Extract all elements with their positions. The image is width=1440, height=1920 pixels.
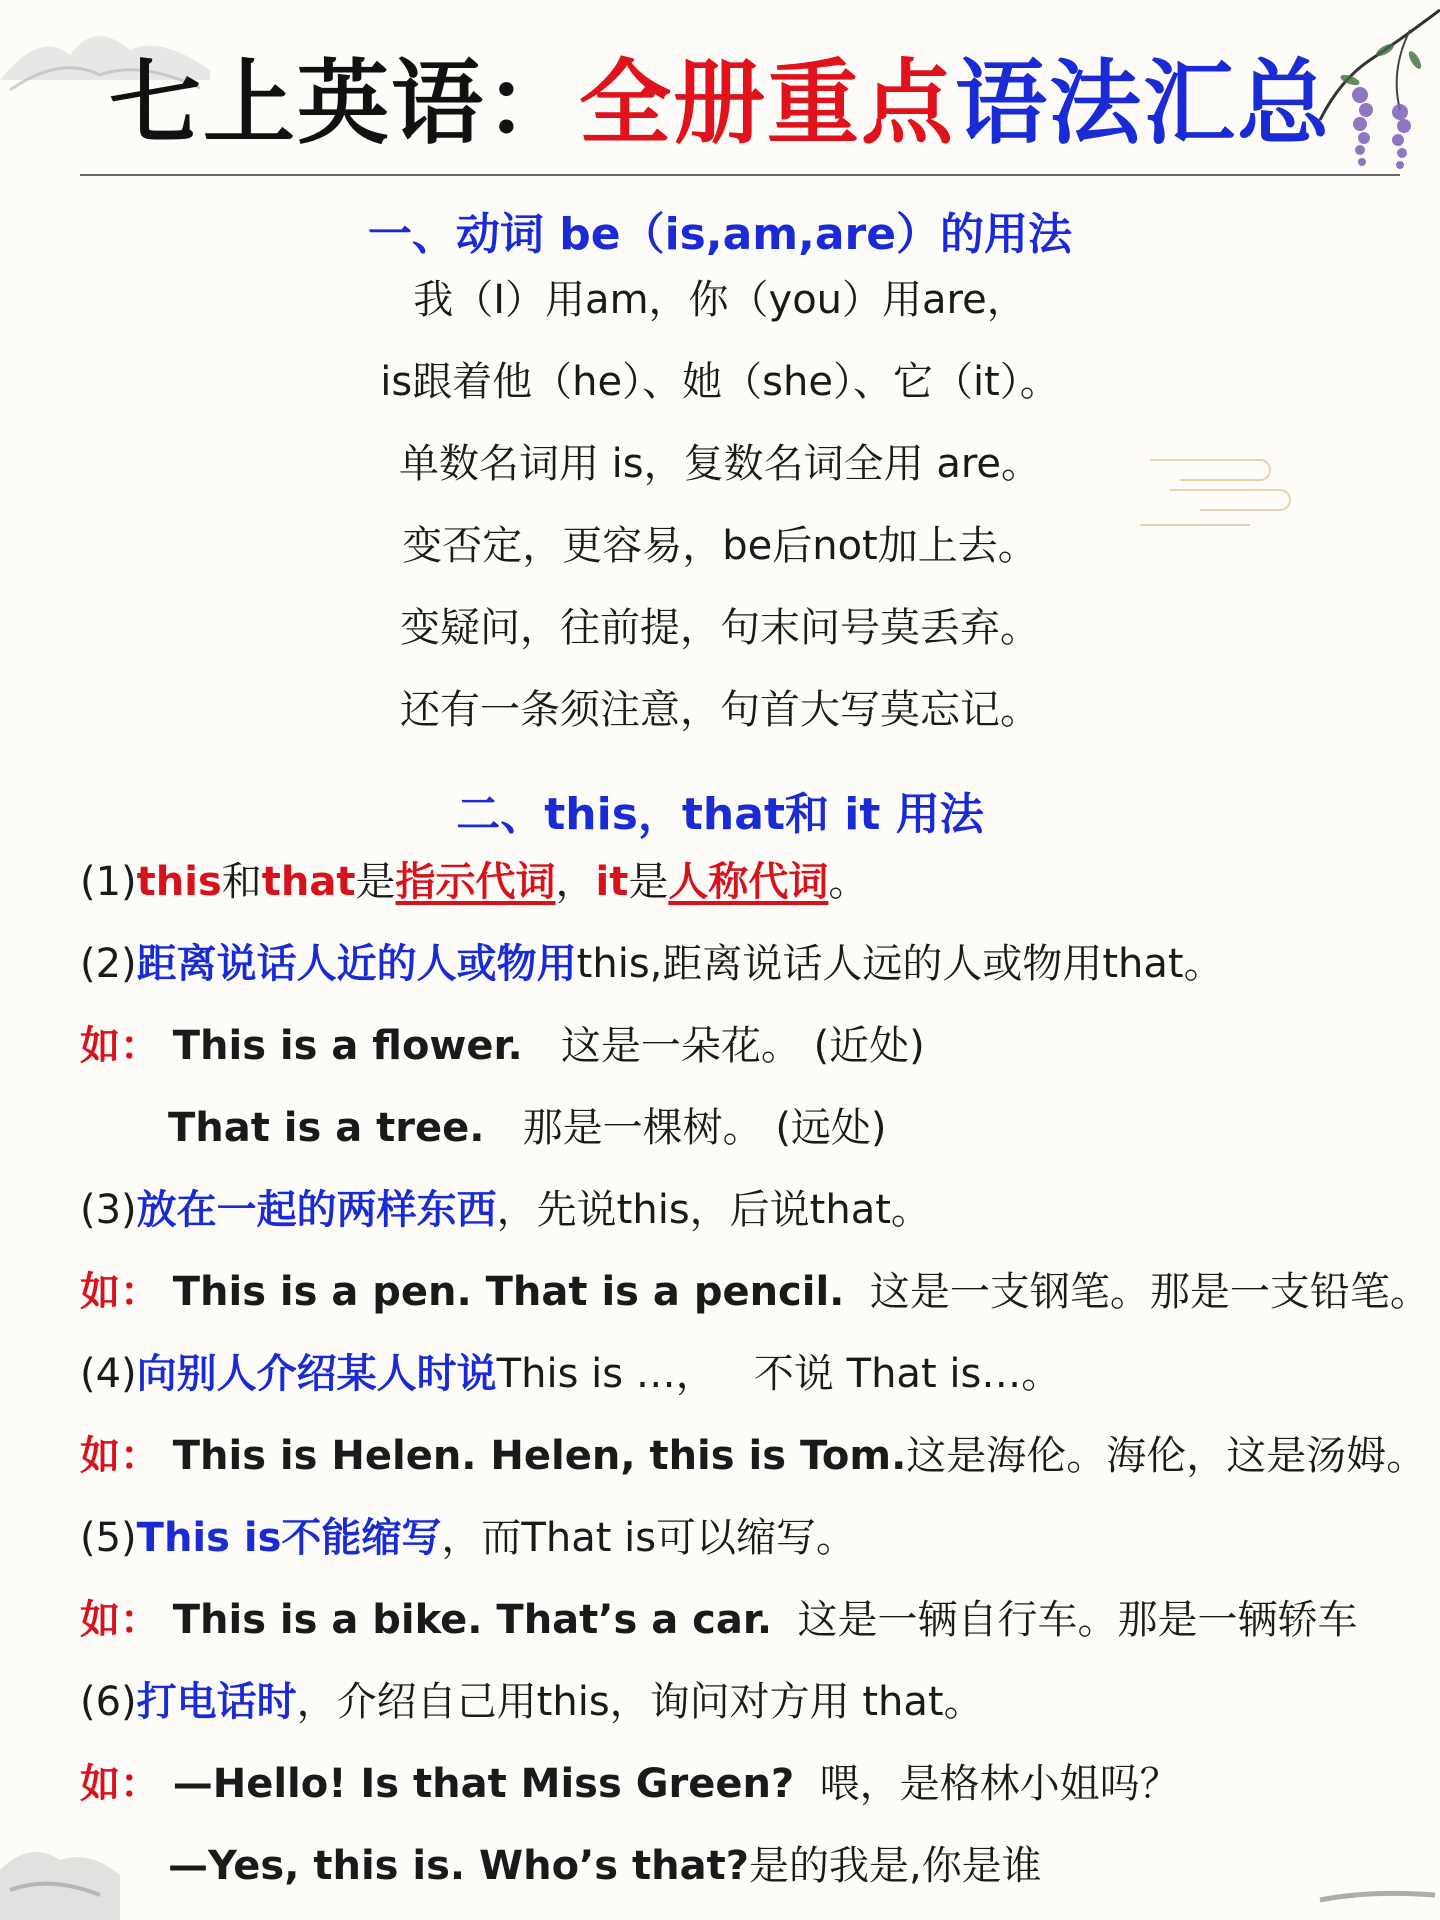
page-title bbox=[0, 44, 1440, 164]
example-label: 如： bbox=[80, 1761, 160, 1807]
example-english: —Yes, this is. Who’s that? bbox=[168, 1843, 749, 1889]
punctuation: ， bbox=[555, 859, 596, 905]
keyword-this: this bbox=[136, 859, 222, 905]
example-english: This is Helen. Helen, this is Tom. bbox=[172, 1433, 907, 1479]
section2-heading: 二、this，that和 it 用法 bbox=[456, 789, 984, 840]
example-chinese: 这是一辆自行车。那是一辆轿车 bbox=[772, 1597, 1358, 1643]
example-label: 如： bbox=[80, 1433, 160, 1479]
rule-text: ，介绍自己用this，询问对方用 that。 bbox=[296, 1679, 984, 1725]
rule-highlight: This is不能缩写 bbox=[136, 1515, 442, 1561]
rule-item-1 bbox=[80, 850, 868, 907]
example-line bbox=[80, 1424, 1426, 1481]
item-number: (6) bbox=[80, 1679, 137, 1725]
item-number: (2) bbox=[80, 941, 137, 987]
keyword-that: that bbox=[261, 859, 356, 905]
connector-text: 和 bbox=[221, 859, 262, 905]
rhyme-line: 我（I）用am，你（you）用are， bbox=[413, 277, 1027, 323]
section1-heading: 一、动词 be（is,am,are）的用法 bbox=[367, 209, 1073, 260]
rule-text: ，而That is可以缩写。 bbox=[441, 1515, 857, 1561]
example-line bbox=[168, 1096, 887, 1153]
rule-item-3 bbox=[80, 1178, 931, 1235]
rule-item-2 bbox=[80, 932, 1224, 989]
example-chinese: 这是一支钢笔。那是一支铅笔。 bbox=[844, 1269, 1430, 1315]
title-part-subject: 七上英语： bbox=[108, 50, 579, 157]
example-label: 如： bbox=[80, 1269, 160, 1315]
example-english: This is a bike. That’s a car. bbox=[172, 1597, 773, 1643]
rule-highlight: 打电话时 bbox=[136, 1679, 297, 1725]
example-chinese: 那是一棵树。 (远处) bbox=[484, 1105, 887, 1151]
keyword-it: it bbox=[595, 859, 629, 905]
rhyme-line: 还有一条须注意，句首大写莫忘记。 bbox=[400, 687, 1040, 733]
example-line bbox=[80, 1588, 1358, 1645]
example-english: —Hello! Is that Miss Green? bbox=[172, 1761, 795, 1807]
title-part-highlight: 全册重点 bbox=[578, 50, 955, 157]
example-line bbox=[80, 1014, 925, 1071]
rhyme-line: 变否定，更容易，be后not加上去。 bbox=[402, 523, 1038, 569]
rule-item-4 bbox=[80, 1342, 1061, 1399]
example-chinese: 喂，是格林小姐吗？ bbox=[794, 1761, 1180, 1807]
connector-text: 是 bbox=[628, 859, 669, 905]
term-demonstrative-pronoun: 指示代词 bbox=[395, 859, 556, 905]
rule-highlight: 向别人介绍某人时说 bbox=[136, 1351, 497, 1397]
example-english: This is a pen. That is a pencil. bbox=[172, 1269, 845, 1315]
term-personal-pronoun: 人称代词 bbox=[668, 859, 829, 905]
example-line bbox=[80, 1260, 1430, 1317]
title-divider bbox=[80, 174, 1400, 176]
example-chinese: 这是海伦。海伦，这是汤姆。 bbox=[906, 1433, 1427, 1479]
example-chinese: 这是一朵花。 (近处) bbox=[522, 1023, 925, 1069]
ink-stroke-decoration bbox=[1310, 1860, 1440, 1920]
rule-text: ，先说this，后说that。 bbox=[496, 1187, 931, 1233]
example-english: That is a tree. bbox=[168, 1105, 485, 1151]
example-line bbox=[80, 1752, 1180, 1809]
example-label: 如： bbox=[80, 1597, 160, 1643]
rule-item-6 bbox=[80, 1670, 984, 1727]
item-number: (5) bbox=[80, 1515, 137, 1561]
example-english: This is a flower. bbox=[172, 1023, 523, 1069]
example-chinese: 是的我是,你是谁 bbox=[748, 1843, 1042, 1889]
punctuation: 。 bbox=[828, 859, 869, 905]
example-label: 如： bbox=[80, 1023, 160, 1069]
title-part-topic: 语法汇总 bbox=[955, 50, 1332, 157]
rule-highlight: 放在一起的两样东西 bbox=[136, 1187, 497, 1233]
item-number: (1) bbox=[80, 859, 137, 905]
rhyme-line: is跟着他（he）、她（she）、它（it）。 bbox=[380, 359, 1060, 405]
example-line bbox=[168, 1834, 1042, 1891]
connector-text: 是 bbox=[355, 859, 396, 905]
rhyme-line: 变疑问，往前提，句末问号莫丢弃。 bbox=[400, 605, 1040, 651]
rule-text: this,距离说话人远的人或物用that。 bbox=[576, 941, 1224, 987]
item-number: (3) bbox=[80, 1187, 137, 1233]
rule-highlight: 距离说话人近的人或物用 bbox=[136, 941, 577, 987]
item-number: (4) bbox=[80, 1351, 137, 1397]
rule-item-5 bbox=[80, 1506, 856, 1563]
rhyme-line: 单数名词用 is，复数名词全用 are。 bbox=[398, 441, 1042, 487]
rule-text: This is …， 不说 That is…。 bbox=[496, 1351, 1062, 1397]
